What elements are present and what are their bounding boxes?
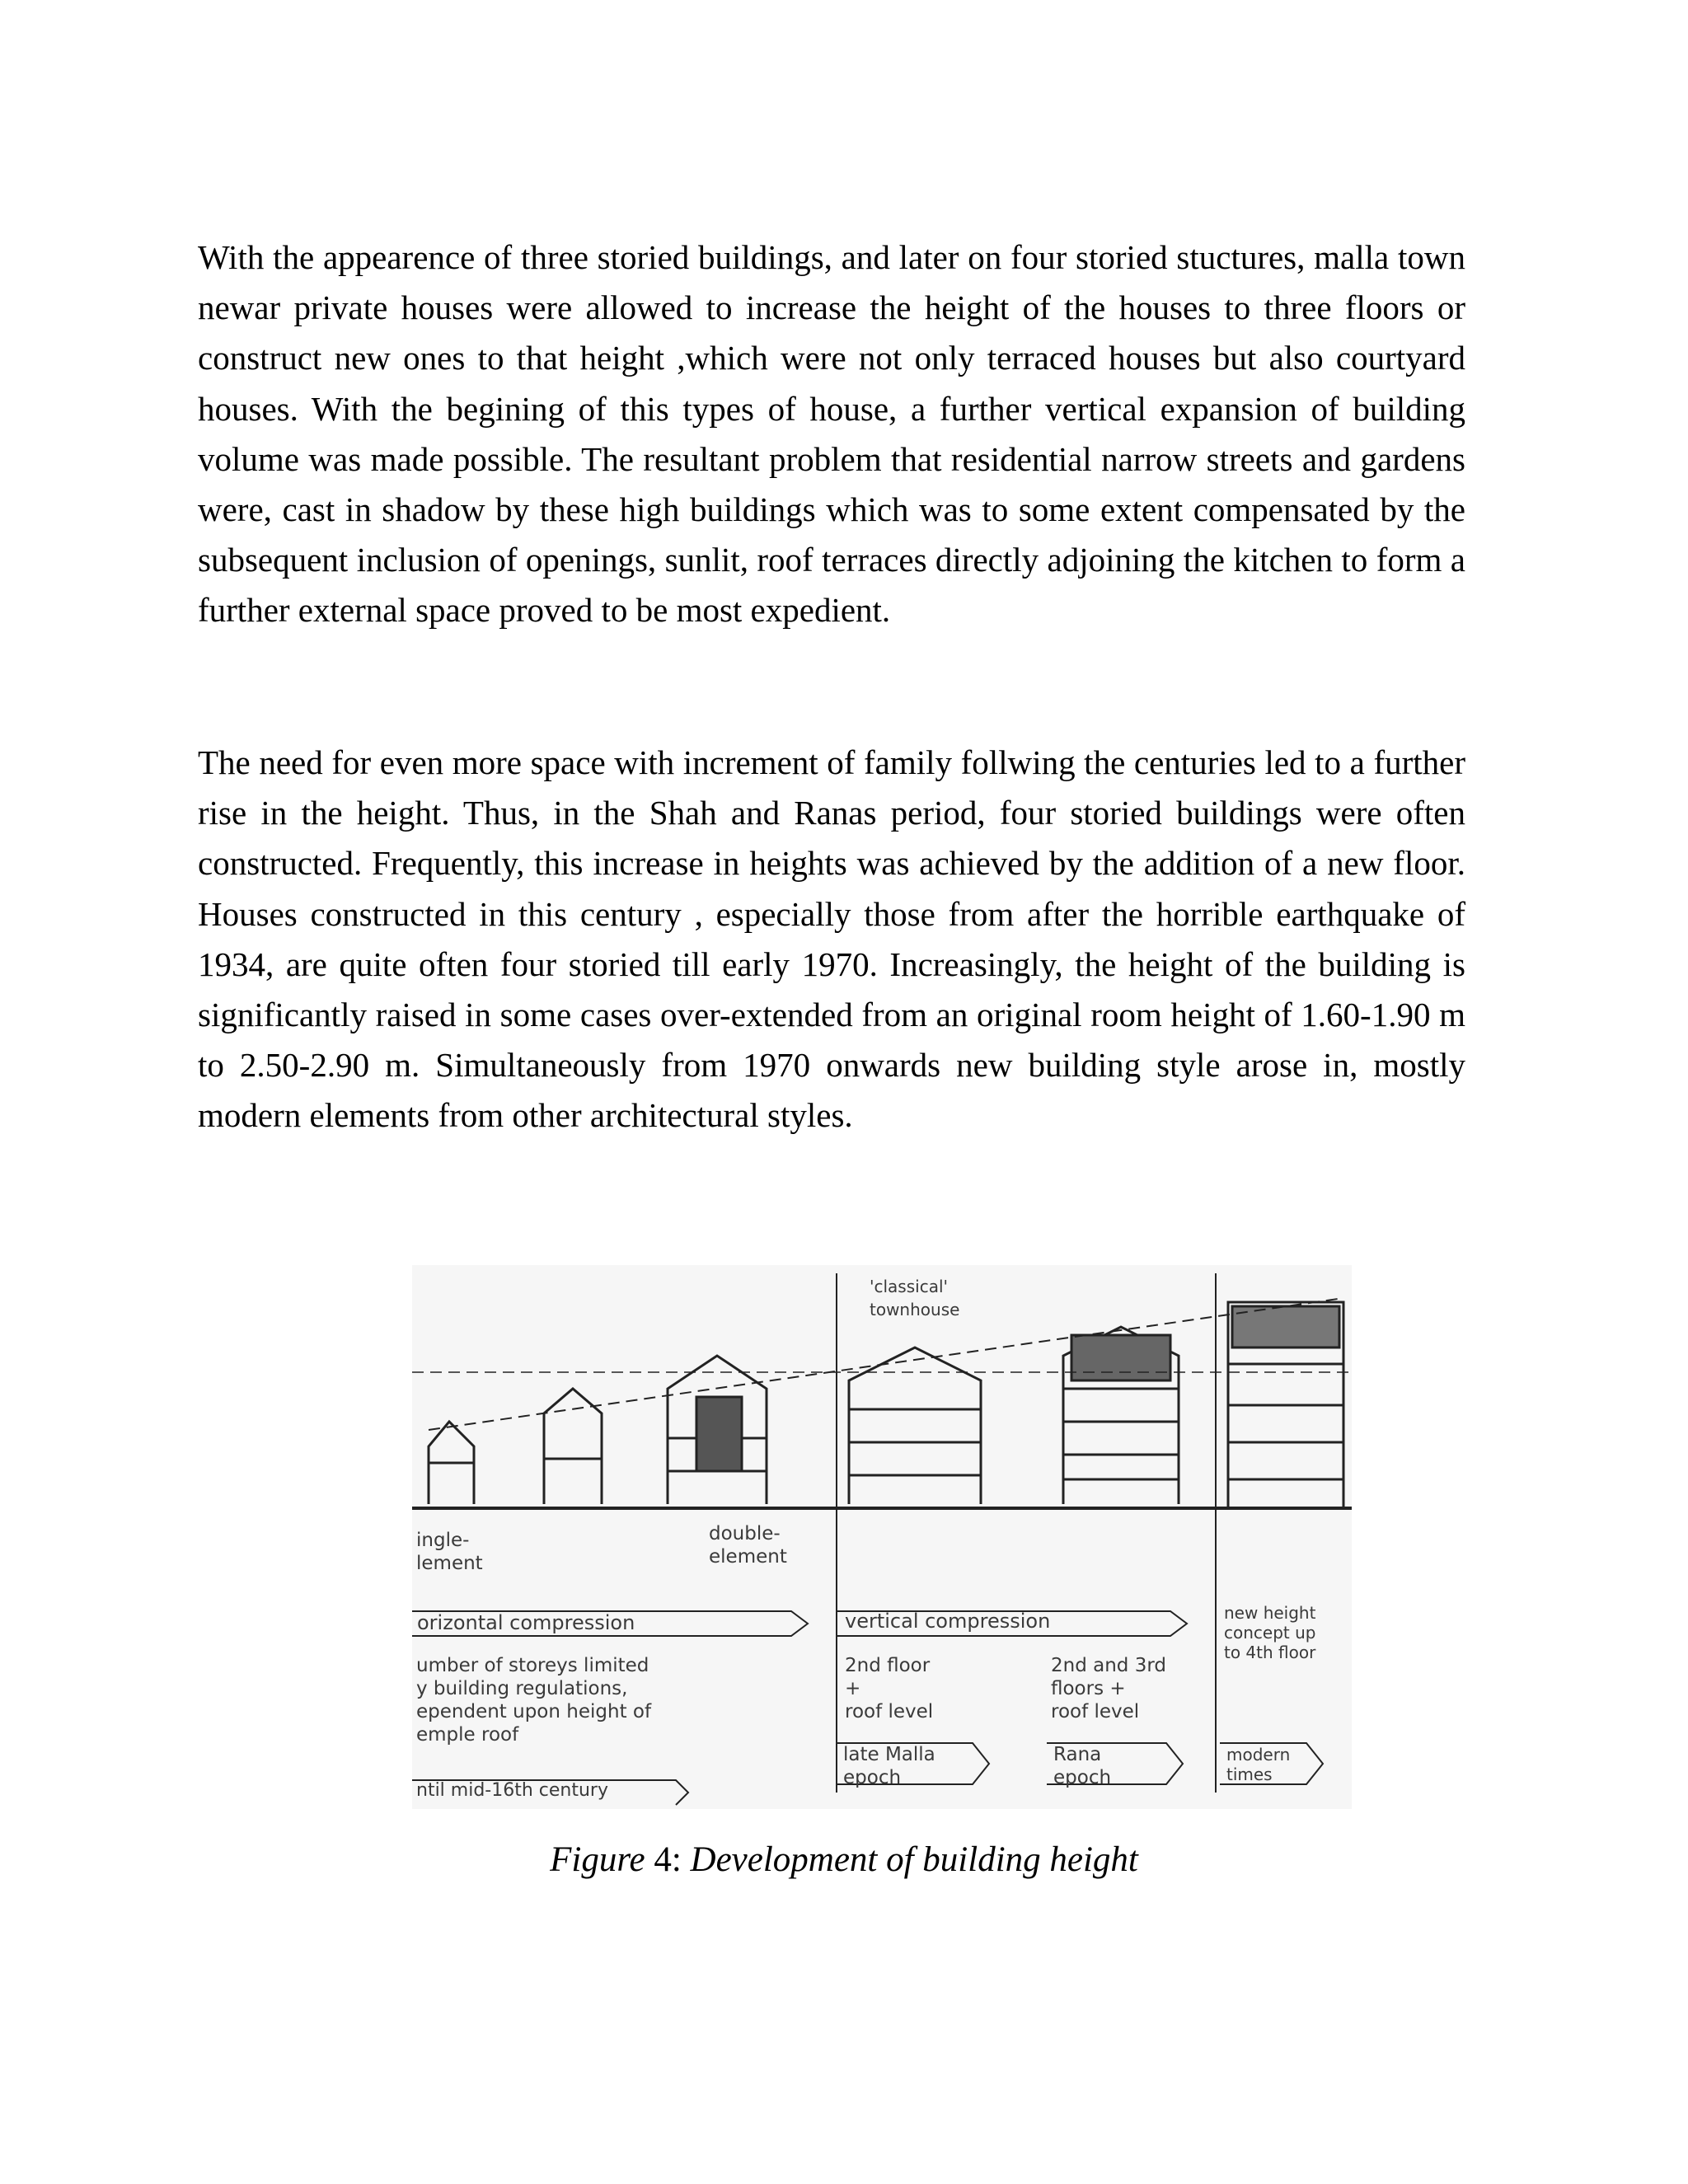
label-rana-epoch: Rana epoch: [1053, 1744, 1112, 1788]
label-double-element: double- element: [709, 1523, 787, 1568]
figure-building-height: [412, 1265, 1352, 1809]
caption-number: 4:: [645, 1840, 691, 1879]
label-horizontal-compression: orizontal compression: [417, 1611, 635, 1634]
label-new-height-concept: new height concept up to 4th floor: [1224, 1603, 1316, 1662]
caption-title: Development of building height: [690, 1840, 1138, 1879]
figure-caption: [0, 1840, 1688, 1880]
label-until-mid-16th-century: ntil mid-16th century: [416, 1780, 608, 1801]
paragraph-1: With the appearence of three storied buildings, and later on four storied stuctures, malla town newar private houses were allowed to increase the height of the houses to three floors or construct new ones to that height ,which were not only terraced houses but also courtyard houses. With the begining of this types of house, a further vertical expansion of building volume was made possible. The resultant problem that residential narrow streets and gardens were, cast in shadow by these high buildings which was to some extent compensated by the subsequent inclusion of openings, sunlit, roof terraces directly adjoining the kitchen to form a further external space proved to be most expedient.: [198, 238, 1465, 630]
label-single-element: ingle- lement: [416, 1530, 483, 1574]
label-second-third-floors: 2nd and 3rd floors + roof level: [1051, 1655, 1166, 1722]
label-storeys-limited: umber of storeys limited y building regulations, ependent upon height of emple roof: [416, 1655, 652, 1746]
label-second-floor: 2nd floor + roof level: [845, 1655, 934, 1722]
label-classical-townhouse: 'classical' townhouse: [870, 1277, 960, 1319]
label-late-malla-epoch: late Malla epoch: [843, 1744, 935, 1788]
caption-prefix: Figure: [550, 1840, 645, 1879]
label-vertical-compression: vertical compression: [845, 1610, 1051, 1633]
label-modern-times: modern times: [1226, 1745, 1291, 1784]
paragraph-2: The need for even more space with increment of family follwing the centuries led to a further rise in the height. Thus, in the Shah and Ranas period, four storied buildings were often constructed. Frequently, this increase in heights was achieved by the addition of a new floor. Houses constructed in this century , especially those from after the horrible earthquake of 1934, are quite often four storied till early 1970. Increasingly, the height of the building is significantly raised in some cases over-extended from an original room height of 1.60-1.90 m to 2.50-2.90 m. Simultaneously from 1970 onwards new building style arose in, mostly modern elements from other architectural styles.: [198, 743, 1465, 1135]
